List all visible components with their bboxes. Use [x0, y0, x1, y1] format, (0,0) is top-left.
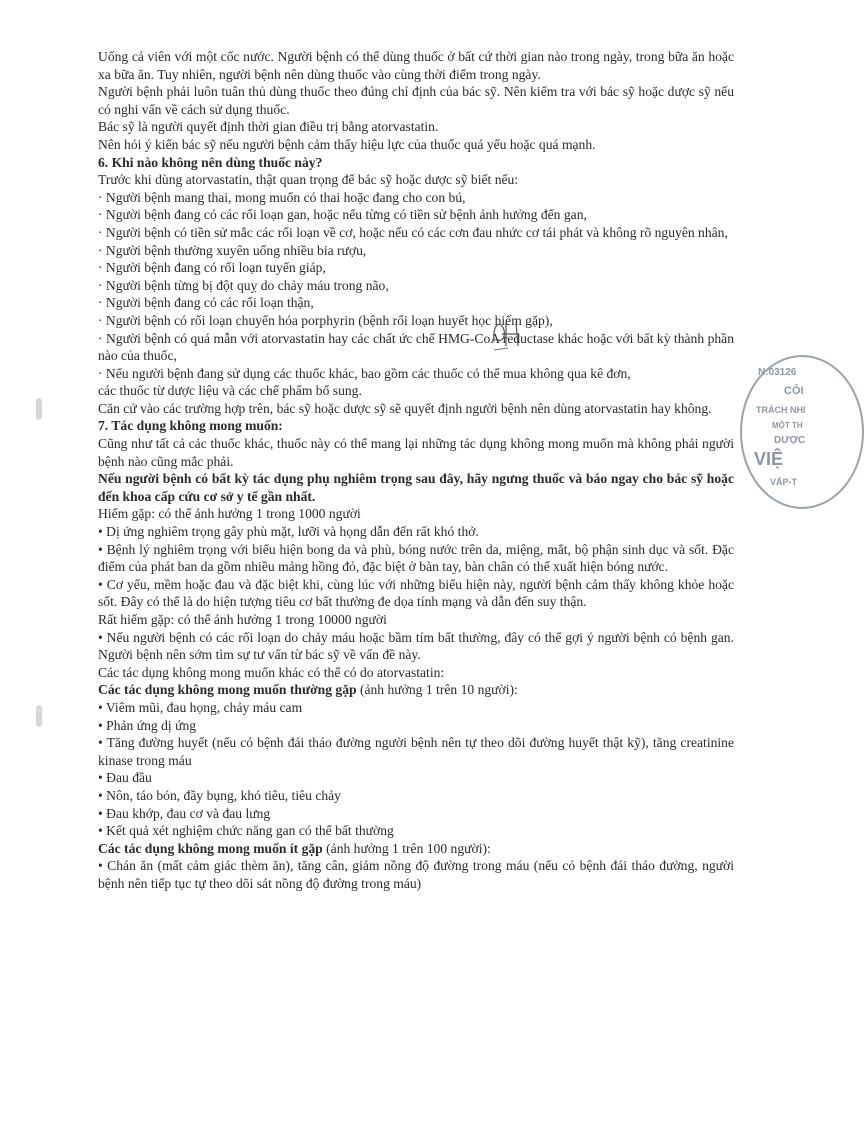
paragraph: các thuốc từ dược liệu và các chế phẩm bổ sung. [98, 383, 362, 399]
section-heading: 7. Tác dụng không mong muốn: [98, 418, 283, 434]
subsection-title: Các tác dụng không mong muốn thường gặp [98, 682, 357, 698]
paragraph: · Người bệnh đang có các rối loạn gan, hoặc nếu từng có tiền sử bệnh ảnh hưởng đến gan, [98, 207, 587, 223]
paragraph: • Cơ yếu, mềm hoặc đau và đặc biệt khi, cùng lúc với những biểu hiện này, người bệnh cảm thấy không khỏe hoặc sốt. Đây có thể là do hiện tượng tiêu cơ bất thường đe dọa tính mạng và dẫn đến suy thận. [98, 576, 734, 610]
paragraph: Cũng như tất cả các thuốc khác, thuốc này có thể mang lại những tác dụng không mong muốn mà không phải người bệnh nào cũng mắc phải. [98, 436, 734, 469]
paragraph: Uống cả viên với một cốc nước. Người bệnh có thể dùng thuốc ở bất cứ thời gian nào trong ngày, trong bữa ăn hoặc xa bữa ăn. Tuy nhiên, người bệnh nên dùng thuốc vào cùng thời điểm trong ngày. [98, 49, 734, 82]
stamp-text: VẤP-T [770, 477, 797, 487]
official-stamp [740, 355, 850, 505]
paragraph: Nên hỏi ý kiến bác sỹ nếu người bệnh cảm thấy hiệu lực của thuốc quá yếu hoặc quá mạnh. [98, 136, 596, 152]
paragraph: Bác sỹ là người quyết định thời gian điều trị bằng atorvastatin. [98, 119, 439, 135]
subsection-line [98, 681, 734, 699]
paragraph: Căn cứ vào các trường hợp trên, bác sỹ hoặc dược sỹ sẽ quyết định người bệnh nên dùng atorvastatin hay không. [98, 400, 712, 416]
paragraph: · Người bệnh có rối loạn chuyển hóa porphyrin (bệnh rối loạn huyết học hiếm gặp), [98, 312, 553, 328]
paragraph: Hiếm gặp: có thể ảnh hưởng 1 trong 1000 người [98, 506, 361, 522]
handwritten-initial [488, 312, 532, 352]
paragraph: · Người bệnh có quá mẫn với atorvastatin hay các chất ức chế HMG-CoA reductase khác hoặc với bất kỳ thành phần nào của thuốc, [98, 330, 734, 364]
paragraph: Rất hiếm gặp: có thể ảnh hưởng 1 trong 10000 người [98, 612, 387, 627]
paragraph: • Bệnh lý nghiêm trọng với biểu hiện bong da và phù, bóng nước trên da, miệng, mắt, bộ phận sinh dục và sốt. Đặc điểm của phát ban da gồm nhiều mảng hồng đỏ, đặc biệt ở bàn tay, bàn chân có thể xuất hiện bóng nước. [98, 541, 734, 575]
paragraph: · Người bệnh có tiền sử mắc các rối loạn về cơ, hoặc nếu có các cơn đau nhức cơ tái phát và không rõ nguyên nhân, [98, 224, 728, 240]
paragraph: • Kết quả xét nghiệm chức năng gan có thể bất thường [98, 823, 394, 839]
punch-hole-mark [36, 398, 42, 420]
paragraph: • Dị ứng nghiêm trọng gây phù mặt, lưỡi và họng dẫn đến rất khó thở. [98, 524, 479, 540]
paragraph: Trước khi dùng atorvastatin, thật quan trọng để bác sỹ hoặc dược sỹ biết nếu: [98, 172, 519, 188]
stamp-text: VIỆ [754, 449, 784, 469]
subsection-note: (ảnh hưởng 1 trên 100 người): [322, 840, 491, 856]
paragraph: · Người bệnh đang có các rối loạn thận, [98, 295, 314, 311]
paragraph: • Viêm mũi, đau họng, chảy máu cam [98, 699, 303, 715]
paragraph: · Người bệnh thường xuyên uống nhiều bia rượu, [98, 242, 367, 258]
paragraph: · Người bệnh đang có rối loạn tuyến giáp, [98, 260, 326, 276]
stamp-text: MỘT TH [772, 421, 803, 430]
punch-hole-mark [36, 705, 42, 727]
paragraph: • Chán ăn (mất cảm giác thèm ăn), tăng cân, giảm nồng độ đường trong máu (nếu có bệnh đái tháo đường, người bệnh nên tiếp tục tự theo dõi sát nồng độ đường trong máu) [98, 858, 734, 891]
stamp-ring [740, 355, 864, 509]
section-heading: Nếu người bệnh có bất kỳ tác dụng phụ nghiêm trọng sau đây, hãy ngưng thuốc và báo ngay cho bác sỹ hoặc đến khoa cấp cứu cơ sở y tế gần nhất. [98, 471, 734, 504]
paragraph: • Đau khớp, đau cơ và đau lưng [98, 805, 271, 821]
subsection-note: (ảnh hưởng 1 trên 10 người): [356, 682, 518, 698]
paragraph: · Người bệnh mang thai, mong muốn có thai hoặc đang cho con bú, [98, 189, 466, 205]
section-heading: 6. Khi nào không nên dùng thuốc này? [98, 154, 323, 170]
paragraph: · Nếu người bệnh đang sử dụng các thuốc khác, bao gồm các thuốc có thể mua không qua kê đơn, [98, 365, 631, 381]
paragraph: • Phản ứng dị ứng [98, 717, 197, 733]
stamp-text: CÔI [784, 385, 804, 397]
subsection-title: Các tác dụng không mong muốn ít gặp [98, 840, 323, 856]
subsection-line [98, 840, 734, 858]
document-body [98, 48, 734, 893]
paragraph: Các tác dụng không mong muốn khác có thể có do atorvastatin: [98, 664, 445, 680]
paragraph: • Tăng đường huyết (nếu có bệnh đái tháo đường người bệnh nên tự theo dõi đường huyết thật kỹ), tăng creatinine kinase trong máu [98, 735, 734, 768]
paragraph: • Đau đầu [98, 770, 152, 786]
paragraph: • Nếu người bệnh có các rối loạn do chảy máu hoặc bầm tím bất thường, đây có thể gợi ý người bệnh có bệnh gan. Người bệnh nên sớm tìm sự tư vấn từ bác sỹ về vấn đề này. [98, 629, 734, 663]
paragraph: Người bệnh phải luôn tuân thủ dùng thuốc theo đúng chỉ định của bác sỹ. Nên kiểm tra với bác sỹ hoặc dược sỹ nếu có nghi vấn về cách sử dụng thuốc. [98, 84, 734, 117]
stamp-text: TRÁCH NHI [756, 405, 806, 415]
stamp-text: DƯỢC [774, 435, 806, 446]
paragraph: • Nôn, táo bón, đầy bụng, khó tiêu, tiêu chảy [98, 787, 341, 803]
stamp-number: N:03126 [758, 367, 797, 378]
paragraph: · Người bệnh từng bị đột quỵ do chảy máu trong não, [98, 277, 389, 293]
